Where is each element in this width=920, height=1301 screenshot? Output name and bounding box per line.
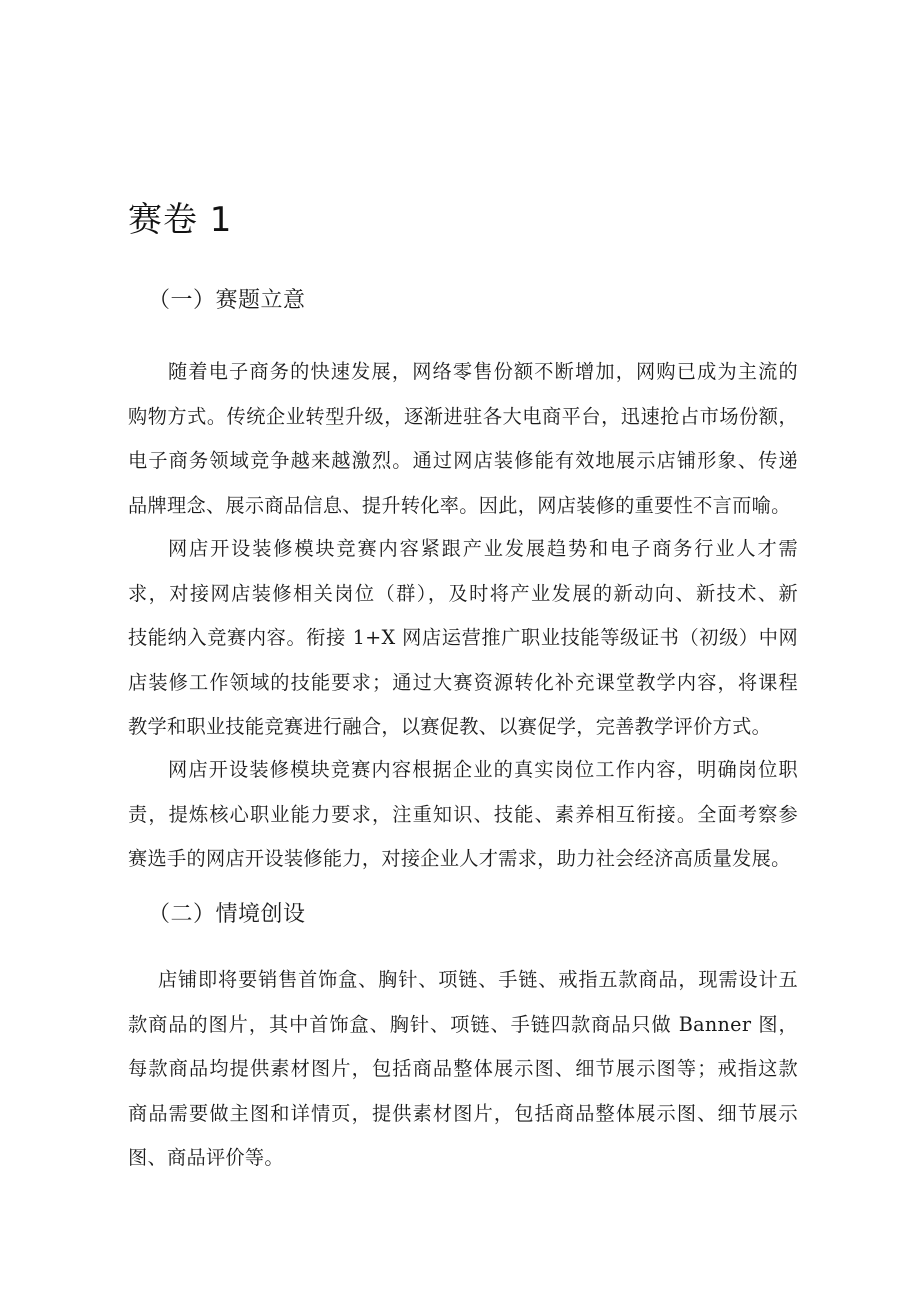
paragraph-purpose-2	[128, 527, 798, 750]
paragraph-line: 电子商务领域竞争越来越激烈。通过网店装修能有效地展示店铺形象、传递	[128, 449, 798, 472]
paragraph-line: 店铺即将要销售首饰盒、胸针、项链、手链、戒指五款商品，现需设计五	[158, 968, 798, 991]
paragraph-line: 赛选手的网店开设装修能力，对接企业人才需求，助力社会经济高质量发展。	[128, 847, 791, 870]
paragraph-line: 商品需要做主图和详情页，提供素材图片，包括商品整体展示图、细节展示	[128, 1101, 798, 1125]
document-title: 赛卷 1	[128, 200, 233, 240]
paragraph-line: 店装修工作领域的技能要求；通过大赛资源转化补充课堂教学内容，将课程	[128, 670, 798, 694]
paragraph-line: 教学和职业技能竞赛进行融合，以赛促教、以赛促学，完善教学评价方式。	[128, 715, 772, 738]
paragraph-line: 每款商品均提供素材图片，包括商品整体展示图、细节展示图等；戒指这款	[128, 1057, 798, 1080]
section-heading-purpose: （一）赛题立意	[148, 288, 306, 313]
paragraph-line: 购物方式。传统企业转型升级，逐渐进驻各大电商平台，迅速抢占市场份额，	[128, 404, 798, 428]
paragraph-line: 网店开设装修模块竞赛内容根据企业的真实岗位工作内容，明确岗位职	[168, 758, 798, 781]
paragraph-purpose-3	[128, 748, 798, 882]
paragraph-purpose-1	[128, 350, 798, 528]
paragraph-line: 责，提炼核心职业能力要求，注重知识、技能、素养相互衔接。全面考察参	[128, 802, 798, 826]
section-heading-scenario: （二）情境创设	[148, 902, 306, 927]
paragraph-line: 网店开设装修模块竞赛内容紧跟产业发展趋势和电子商务行业人才需	[168, 537, 798, 560]
paragraph-line: 技能纳入竞赛内容。衔接 1+X 网店运营推广职业技能等级证书（初级）中网	[128, 626, 798, 649]
paragraph-line: 品牌理念、展示商品信息、提升转化率。因此，网店装修的重要性不言而喻。	[128, 493, 791, 517]
paragraph-line: 款商品的图片，其中首饰盒、胸针、项链、手链四款商品只做 Banner 图，	[128, 1012, 798, 1036]
paragraph-line: 随着电子商务的快速发展，网络零售份额不断增加，网购已成为主流的	[168, 360, 798, 383]
paragraph-scenario-1	[128, 958, 798, 1181]
paragraph-line: 图、商品评价等。	[128, 1146, 284, 1169]
paragraph-line: 求，对接网店装修相关岗位（群），及时将产业发展的新动向、新技术、新	[128, 581, 798, 605]
